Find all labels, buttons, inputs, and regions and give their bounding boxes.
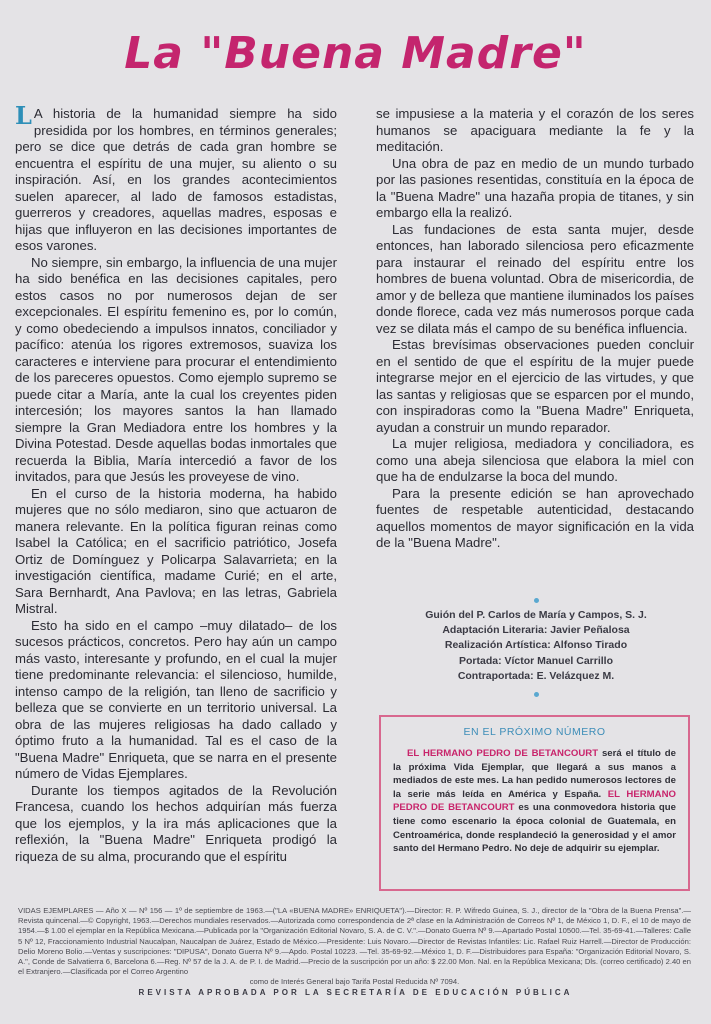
next-issue-text-part: será el título de la próxima Vida Ejemplar, que llegará a sus manos a mediados de este mes. La han pedido numerosos lectores de la serie más leída en América y España. — [393, 748, 676, 800]
article-paragraph: Esto ha sido en el campo –muy dilatado– de los sucesos prácticos, concretos. Pero hay aún un campo más vasto, interesante y profundo, en el cual la mujer tiene predominante relevancia: el silencioso, humilde, intenso campo de la religión, tan lleno de sacrificio y belleza que se convierte en un territorio universal. La obra de las mujeres religiosas ha dado callado y óptimo fruto a la humanidad. Tal es el caso de la "Buena Madre" Enriqueta, que se narra en el presente número de Vidas Ejemplares. — [15, 617, 337, 781]
credit-line: Guión del P. Carlos de María y Campos, S. J. — [425, 609, 647, 621]
article-paragraph: La mujer religiosa, mediadora y conciliadora, es como una abeja silenciosa que elabora la miel con que ha de endulzarse la boca del mundo. — [376, 436, 694, 484]
next-issue-text — [393, 747, 676, 856]
article-paragraph: En el curso de la historia moderna, ha habido mujeres que no sólo mediaron, sino que actuaron de manera relevante. En la política figuran reinas como Isabel la Católica; en el sacrificio patriótico, Josefa Ortiz de Domínguez y Policarpa Salavarrieta; en la investigación científica, madame Curié; en el arte, Sara Bernhardt, Ana Pavlova; en las letras, Gabriela Mistral. — [15, 485, 337, 616]
article-paragraph: Durante los tiempos agitados de la Revolución Francesa, cuando los hechos adquirían más fuerza que los ejemplos, y la ira más aplicaciones que la reflexión, la "Buena Madre" Enriqueta prodigó la riqueza de su alma, procurando que el espíritu — [15, 782, 337, 864]
imprint-last-line: como de Interés General bajo Tarifa Postal Reducida Nº 7094. — [249, 977, 460, 987]
credits-block — [378, 598, 694, 697]
page-title: La "Buena Madre" — [124, 28, 587, 79]
article-paragraph: No siempre, sin embargo, la influencia de una mujer ha sido benéfica en las decisiones capitales, pero estos casos no por numerosos dejan de ser excepcionales. El espíritu femenino es, por lo común, y como obedeciendo a impulsos innatos, conciliador y pacífico: atenúa los rigores extremosos, suaviza los caracteres e interviene para procurar el entendimiento de los pareceres opuestos. Como ejemplo supremo se puede citar a María, ante la cual los creyentes piden intercesión; los mayores santos la han llamado siempre la Gran Mediadora entre los hombres y la Divina Potestad. Desde aquellas bodas inmortales que recuerda la Biblia, María intercedió a favor de los invitados, para que Jesús les proveyese de vino. — [15, 254, 337, 484]
article-left-column — [15, 101, 337, 896]
article-paragraph: Para la presente edición se han aprovechado fuentes de respetable autenticidad, destacando aquellos momentos de mayor significación en la vida de la "Buena Madre". — [376, 485, 694, 550]
next-issue-heading: EN EL PRÓXIMO NÚMERO — [463, 726, 606, 738]
article-paragraph: Una obra de paz en medio de un mundo turbado por las pasiones resentidas, constituía en la época de la "Buena Madre" una hazaña propia de titanes, y sin embargo ella la realizó. — [376, 155, 694, 220]
credit-line: Adaptación Literaria: Javier Peñalosa — [442, 624, 630, 637]
next-issue-title-highlight: EL HERMANO PEDRO DE BETANCOURT — [407, 748, 599, 759]
article-paragraph — [15, 101, 337, 255]
imprint-body: VIDAS EJEMPLARES — Año X — Nº 156 — 1º de septiembre de 1963.—("LA «BUENA MADRE» ENRIQUETA").—Director: R. P. Wifredo Guinea, S. J., director de la "Obra de la Buena Prensa".—Revista quincenal.—© Copyright, 1963.—Derechos mundiales reservados.—Autorizada como correspondencia de 2ª clase en la Administración de Correos Nº 1, de México 1, D. F., el 10 de mayo de 1954.—$ 1.00 el ejemplar en la República Mexicana.—Publicada por la "Organización Editorial Novaro, S. A. de C. V.".—Donato Guerra Nº 9.—Apartado Postal 10500.—Tel. 35-69-41.—Talleres: Calle 5 Nº 12, Fraccionamiento Industrial Naucalpan, Naucalpan de Juárez, Estado de México.—Presidente: Luis Novaro.—Director de Revistas Infantiles: Lic. Rafael Ruiz Harrell.—Director de Producción: Delio Moreno Bolio.—Ventas y suscripciones: "DIPUSA", Donato Guerra Nº 9.—Apdo. Postal 10223. —Tel. 35-69-92.—México 1, D. F.—Distribuidores para España: "Organización Editorial Novaro, S. A.", Conde de Salvatierra 6, Barcelona 6.—Reg. Nº 57 de la J. A. de P. I. de Madrid.—Precio de la suscripción por un año: $ 22.00 Mon. Nal. en la República Mexicana; Dls. (correo certificado) 2.40 en el Extranjero.—Clasificada por el Correo Argentino — [18, 906, 691, 977]
credit-line: Realización Artística: Alfonso Tirado — [444, 639, 628, 652]
article-right-column — [376, 106, 694, 590]
ornament-dot-icon — [534, 692, 539, 697]
next-issue-title-highlight: EL HERMANO PEDRO DE BETANCOURT — [393, 788, 676, 814]
ornament-dot-icon — [534, 598, 539, 603]
paragraph-text: A historia de la humanidad siempre ha sido presidida por los hombres, en términos generales; pero se dice que detrás de cada gran hombre se encuentra el espíritu de una mujer, su aliento o su inspiración. Así, en los grandes acontecimientos suelen aparecer, al lado de famosos estadistas, guerreros y creadores, aquellas madres, esposas e hijas que influyeron en las decisiones importantes de esos varones. — [15, 106, 337, 253]
drop-cap: L — [15, 101, 32, 130]
next-issue-box — [379, 715, 690, 891]
credit-line: Contraportada: E. Velázquez M. — [457, 669, 615, 682]
credit-line: Portada: Víctor Manuel Carrillo — [458, 654, 614, 667]
publication-imprint — [18, 906, 691, 988]
next-issue-text-part: es una conmovedora historia que tiene como escenario la época colonial de Guatemala, en Centroamérica, donde resplandeció la generosidad y el amor santo del Hermano Pedro. No deje de adquirir su ejemplar. — [393, 802, 676, 855]
article-paragraph: se impusiese a la materia y el corazón de los seres humanos se apaciguara mediante la fe y la meditación. — [376, 106, 694, 154]
article-paragraph: Las fundaciones de esta santa mujer, desde entonces, han laborado silenciosa pero eficazmente para instaurar el reinado del espíritu entre los hombres de buena voluntad. Obra de misericordia, de amor y de belleza que mantiene iluminados los países donde florece, cada vez más numerosos porque cada vez se dilata más el campo de su benéfica influencia. — [376, 221, 694, 336]
approval-notice: REVISTA APROBADA POR LA SECRETARÍA DE EDUCACIÓN PÚBLICA — [138, 988, 573, 997]
article-paragraph: Estas brevísimas observaciones pueden concluir en el sentido de que el espíritu de la mujer puede integrarse mejor en el ejercicio de las virtudes, y que las santas y religiosas que se esparcen por el mundo, con inspiradoras como la "Buena Madre" Enriqueta, ayudan a construir un mundo reparador. — [376, 337, 694, 435]
